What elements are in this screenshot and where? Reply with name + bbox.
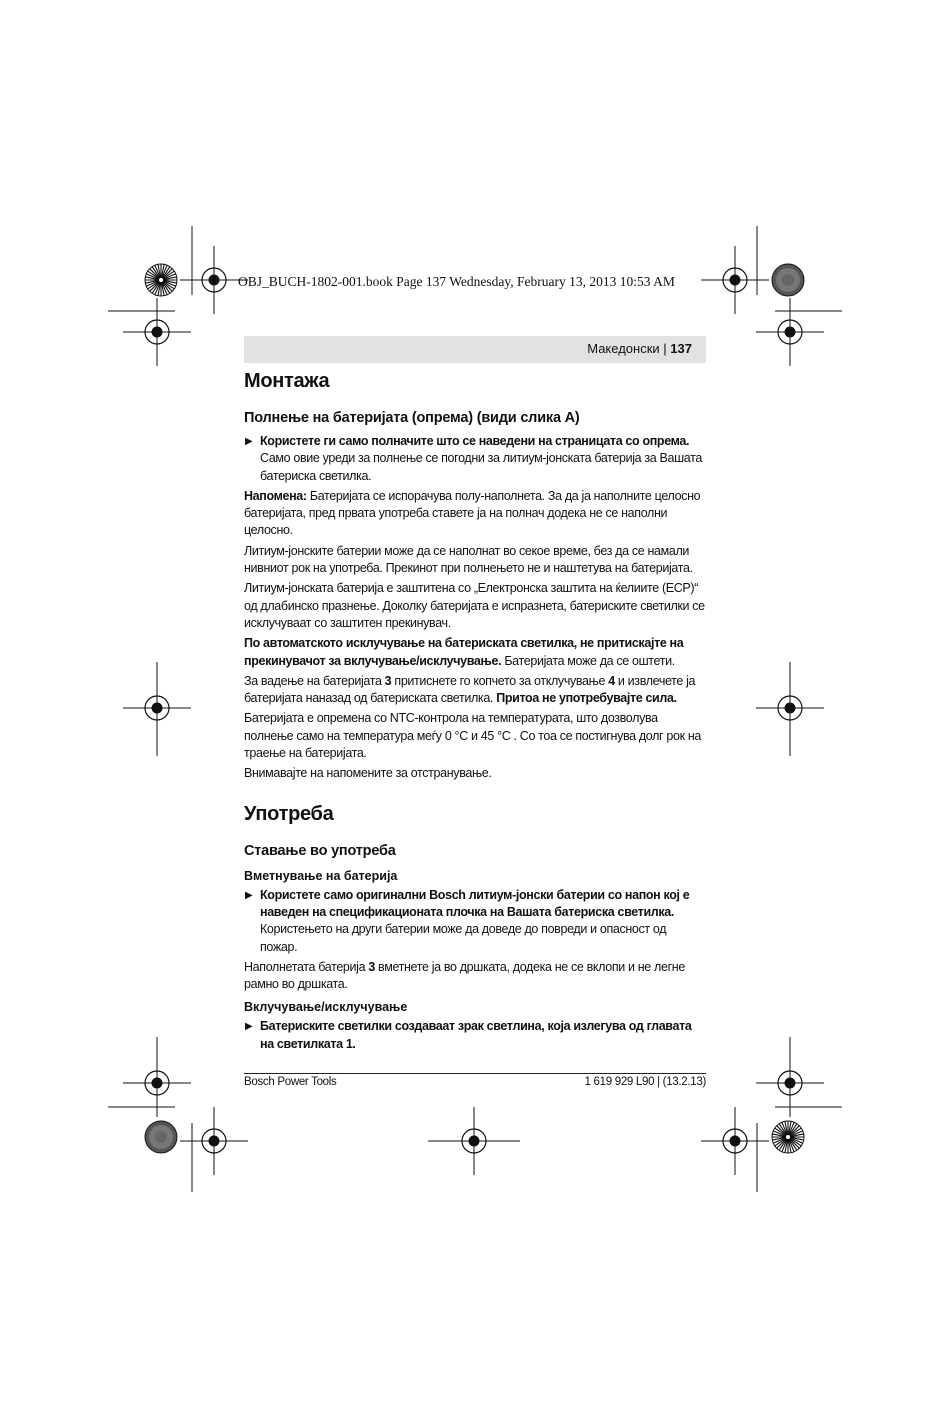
triangle-bullet-icon: ▶ — [245, 889, 253, 901]
color-registration-mark — [145, 264, 177, 296]
paragraph-insert-battery: Наполнетата батерија 3 вметнете ја во дршката, додека не се вклопи и не легне рамно во дршката. — [244, 959, 685, 992]
language-label: Македонски — [587, 341, 660, 356]
paragraph-lithium: Литиум-јонските батерии може да се наполнат во секое време, без да се намали нивниот рок на употреба. Прекинот при полнењето не и наштетува на батеријата. — [244, 543, 693, 576]
paragraph-auto-shutoff: По автоматското исклучување на батериската светилка, не притискајте на прекинувачот за вклучување/исклучување. Батеријата може да се оштети. — [244, 636, 684, 668]
subsection-title-start: Ставање во употреба — [244, 842, 396, 859]
warning-bullet-chargers: ▶ Користете ги само полначите што се наведени на страницата со опрема. Само овие уреди за полнење се погодни за литиум-јонската батерија за Вашата батериска светилка. — [245, 434, 702, 483]
paragraph-ntc: Батеријата е опремена со NTC-контрола на температурата, што дозволува полнење само на температура меѓу 0 °C и 45 °C . Со тоа се постигнува долг рок на траење на батеријата. — [244, 711, 701, 761]
triangle-bullet-icon: ▶ — [245, 1021, 253, 1033]
warning-bullet-light-beam: ▶ Батериските светилки создаваат зрак светлина, која излегува од главата на светилката 1. — [245, 1019, 692, 1051]
registration-crosshair — [701, 246, 769, 314]
page-header-band — [244, 336, 706, 363]
registration-crosshair — [756, 298, 824, 366]
print-job-header: OBJ_BUCH-1802-001.book Page 137 Wednesday, February 13, 2013 10:53 AM — [238, 274, 675, 289]
section-title-operation: Употреба — [244, 802, 334, 825]
paragraph-remove-battery: За вадење на батеријата 3 притиснете го копчето за отклучување 4 и извлечете ја батеријата наназад од батериската светилка. Притоа не употребувајте сила. — [244, 673, 696, 706]
registration-crosshair — [180, 1107, 248, 1175]
paragraph-disposal: Внимавајте на напомените за отстранување. — [244, 766, 492, 781]
page-number: 137 — [670, 341, 692, 356]
warning-bullet-original-batteries: ▶ Користете само оригинални Bosch литиум-јонски батерии со напон кој е наведен на спецификационата плочка на Вашата батериска светилка. Користењето на други батерии може да доведе до повреди и опасност од пожар. — [245, 887, 690, 954]
triangle-bullet-icon: ▶ — [245, 436, 253, 447]
grey-registration-mark — [145, 1121, 177, 1153]
note-label: Напомена: — [244, 488, 307, 503]
page-label — [587, 341, 692, 356]
note-paragraph: Напомена: Батеријата се испорачува полу-наполнета. За да ја наполните целосно батеријата, пред првата употреба ставете ја на полнач додека не се наполни целосно. — [244, 488, 701, 538]
separator: | — [663, 341, 667, 356]
footer-doc-number: 1 619 929 L90 | (13.2.13) — [584, 1076, 706, 1088]
grey-registration-mark — [772, 264, 804, 296]
subheading-insert-battery: Вметнување на батерија — [244, 868, 398, 883]
paragraph-ecp: Литиум-јонската батерија е заштитена со „Електронска заштита на ќелиите (ECP)“ од длабинско празнење. Доколку батеријата е испразнета, батериските светилки се исклучуваат со заштитен прекинувач. — [244, 581, 705, 630]
registration-crosshair — [123, 298, 191, 366]
registration-crosshair — [701, 1107, 769, 1175]
main-content — [244, 368, 706, 1053]
color-registration-mark — [772, 1121, 804, 1153]
section-title-assembly: Монтажа — [244, 370, 330, 392]
footer-rule — [244, 1073, 706, 1074]
subsection-title-charging: Полнење на батеријата (опрема) (види слика A) — [244, 410, 580, 426]
subheading-on-off: Вклучување/исклучување — [244, 1000, 408, 1015]
footer-brand: Bosch Power Tools — [244, 1076, 337, 1088]
